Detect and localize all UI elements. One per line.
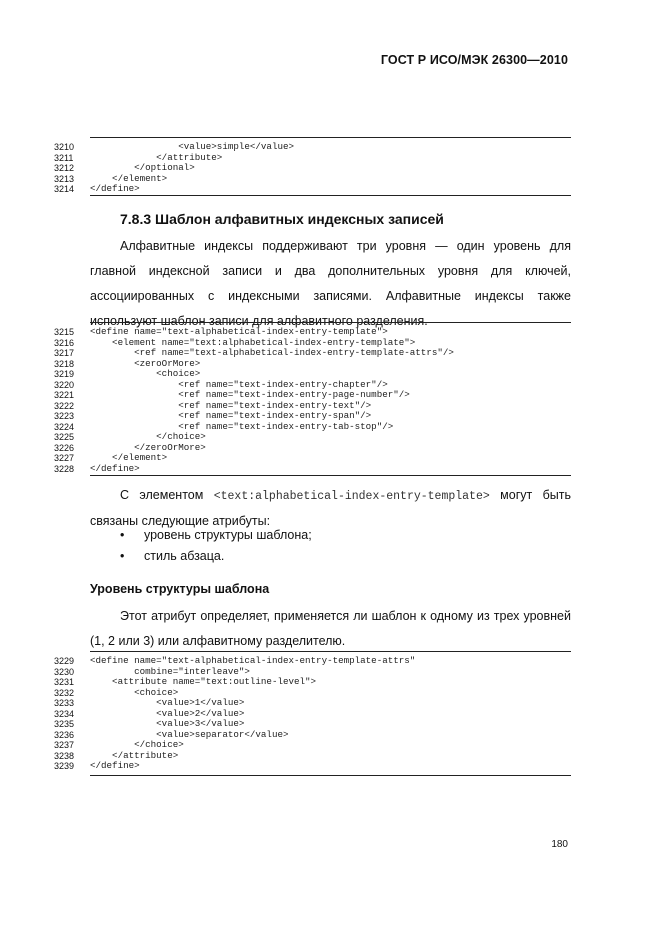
line-number: 3214: [54, 184, 75, 194]
code-block-top-rule: [90, 137, 571, 138]
code-line: [54, 464, 574, 475]
line-number: 3212: [54, 163, 75, 173]
line-number: 3231: [54, 677, 75, 687]
subsection-heading: Уровень структуры шаблона: [90, 582, 270, 596]
bullet-item: [120, 528, 312, 542]
line-number: 3233: [54, 698, 75, 708]
line-number: 3210: [54, 142, 75, 152]
bullet-text: уровень структуры шаблона;: [144, 528, 312, 542]
code-text: <value>2</value>: [90, 707, 245, 719]
code-text: </choice>: [90, 431, 206, 442]
code-block-top-rule: [90, 322, 571, 323]
line-number: 3219: [54, 369, 75, 379]
code-text: </define>: [90, 462, 140, 474]
line-number: 3234: [54, 708, 75, 719]
code-block-top-rule: [90, 651, 571, 652]
code-text: <ref name="text-index-entry-tab-stop"/>: [90, 420, 394, 432]
code-block-2: [54, 327, 574, 474]
code-line: [54, 719, 574, 730]
line-number: 3221: [54, 390, 75, 400]
code-block-bottom-rule: [90, 195, 571, 196]
code-block-1: [54, 142, 574, 195]
code-text: <define name="text-alphabetical-index-entry-template-attrs": [90, 655, 416, 666]
line-number: 3218: [54, 358, 75, 369]
line-number: 3236: [54, 729, 75, 740]
bullet-icon: •: [120, 528, 125, 542]
paragraph-text: Алфавитные индексы поддерживают три уровня — один уровень для главной индексной записи и два дополнительных уровня для ключей, ассоциированных с индексными записями. Алфавитные индексы также используют шаблон записи для алфавитного разделения.: [90, 239, 571, 328]
line-number: 3232: [54, 687, 75, 698]
code-text: </define>: [90, 760, 140, 771]
line-number: 3226: [54, 442, 75, 453]
code-line: [54, 432, 574, 443]
code-text: </define>: [90, 183, 140, 194]
code-text: <choice>: [90, 368, 201, 379]
line-number: 3216: [54, 337, 75, 348]
line-number: 3220: [54, 379, 75, 390]
code-line: [54, 761, 574, 772]
code-text: </attribute>: [90, 749, 179, 761]
line-number: 3238: [54, 750, 75, 761]
paragraph-intro: [90, 234, 571, 334]
code-line: [54, 740, 574, 751]
code-text: </zeroOrMore>: [90, 441, 206, 453]
code-text: </element>: [90, 172, 168, 184]
line-number: 3215: [54, 327, 75, 337]
bullet-item: [120, 549, 224, 563]
code-line: [54, 390, 574, 401]
code-line: [54, 698, 574, 709]
code-line: [54, 163, 574, 174]
line-number: 3227: [54, 453, 75, 463]
code-text: combine="interleave">: [90, 665, 250, 677]
code-line: [54, 677, 574, 688]
line-number: 3213: [54, 173, 75, 184]
code-text: <ref name="text-index-entry-text"/>: [90, 399, 372, 411]
line-number: 3228: [54, 463, 75, 474]
code-text: </optional>: [90, 162, 195, 173]
bullet-text: стиль абзаца.: [144, 549, 225, 563]
code-block-3: [54, 656, 574, 772]
code-line: [54, 411, 574, 422]
code-text: <ref name="text-index-entry-page-number"/>: [90, 389, 410, 400]
line-number: 3229: [54, 656, 75, 666]
code-text: <define name="text-alphabetical-index-entry-template">: [90, 326, 388, 337]
code-text: <ref name="text-alphabetical-index-entry-template-attrs"/>: [90, 347, 454, 358]
code-line: [54, 656, 574, 667]
code-text: <value>3</value>: [90, 718, 245, 729]
paragraph-text-before: С элементом: [120, 488, 214, 502]
paragraph-text: Этот атрибут определяет, применяется ли шаблон к одному из трех уровней (1, 2 или 3) или алфавитному разделителю.: [90, 609, 571, 648]
code-line: [54, 348, 574, 359]
line-number: 3222: [54, 400, 75, 411]
line-number: 3223: [54, 411, 75, 421]
code-text: <element name="text:alphabetical-index-entry-template">: [90, 336, 416, 348]
line-number: 3224: [54, 421, 75, 432]
paragraph-text-after: могут быть связаны следующие атрибуты:: [90, 488, 571, 528]
code-block-bottom-rule: [90, 775, 571, 776]
code-line: [54, 453, 574, 464]
code-text: <choice>: [90, 686, 179, 698]
section-heading: 7.8.3 Шаблон алфавитных индексных записей: [120, 211, 444, 227]
code-text: <zeroOrMore>: [90, 357, 201, 369]
code-text: </choice>: [90, 739, 184, 750]
page-number: 180: [551, 839, 568, 850]
line-number: 3211: [54, 152, 74, 163]
paragraph-attributes: [90, 483, 571, 534]
paragraph-outline-level: [90, 604, 571, 654]
code-text: </element>: [90, 452, 168, 463]
line-number: 3235: [54, 719, 75, 729]
code-text: <attribute name="text:outline-level">: [90, 676, 317, 687]
code-line: [54, 369, 574, 380]
code-line: [54, 327, 574, 338]
line-number: 3237: [54, 740, 75, 750]
bullet-icon: •: [120, 549, 125, 563]
code-text: </attribute>: [90, 151, 223, 163]
code-line: [54, 142, 574, 153]
code-text: <value>simple</value>: [90, 141, 294, 152]
code-line: [54, 184, 574, 195]
line-number: 3239: [54, 761, 75, 771]
code-text: <value>separator</value>: [90, 728, 289, 740]
line-number: 3217: [54, 348, 75, 358]
inline-code-element: <text:alphabetical-index-entry-template>: [213, 490, 490, 503]
code-text: <ref name="text-index-entry-span"/>: [90, 410, 372, 421]
code-text: <value>1</value>: [90, 697, 245, 708]
code-text: <ref name="text-index-entry-chapter"/>: [90, 378, 388, 390]
document-header: ГОСТ Р ИСО/МЭК 26300—2010: [380, 53, 568, 67]
code-block-bottom-rule: [90, 475, 571, 476]
line-number: 3225: [54, 432, 75, 442]
line-number: 3230: [54, 666, 75, 677]
